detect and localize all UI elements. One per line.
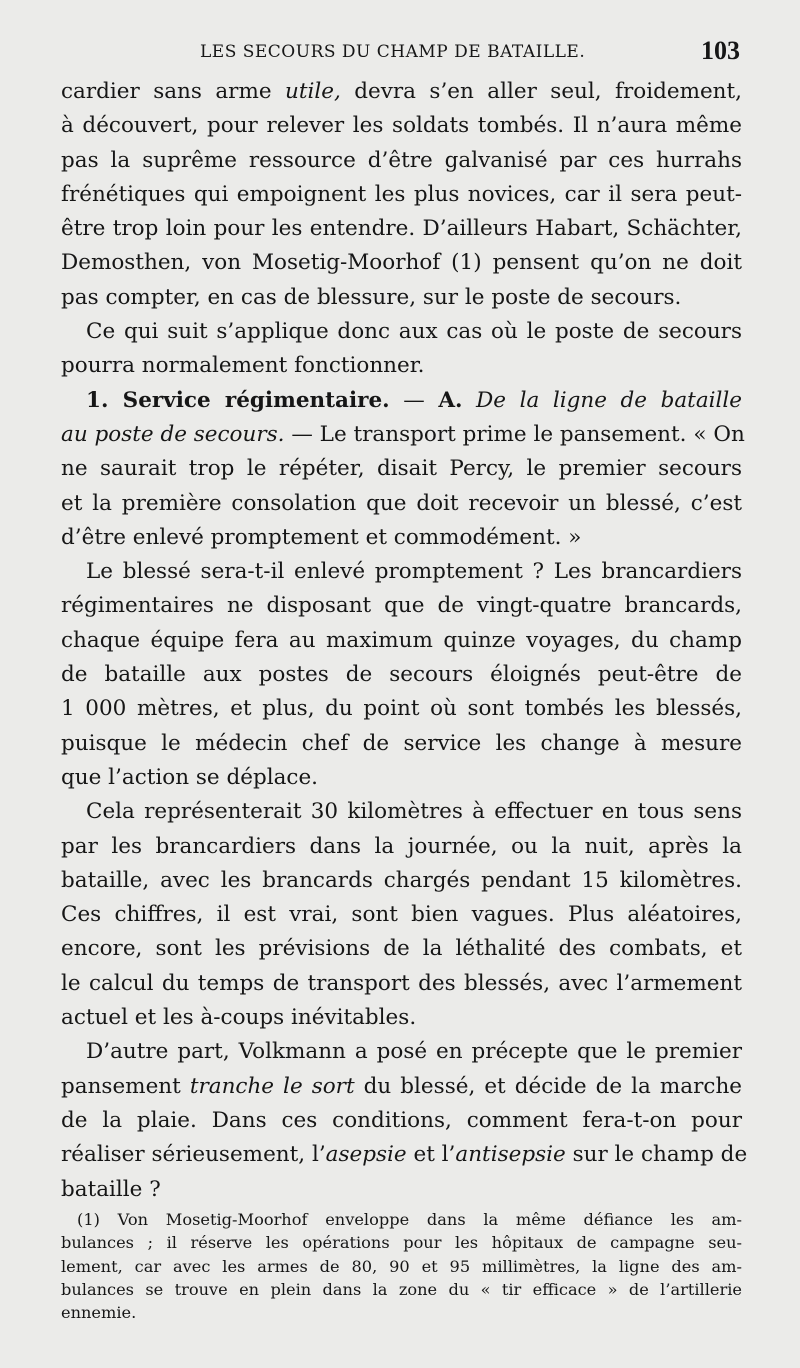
text-line: frénétiques qui empoignent les plus novices, car il sera peut- [61,181,742,207]
text-line: chaque équipe fera au maximum quinze voyages, du champ [61,627,742,653]
text-line: Demosthen, von Mosetig-Moorhof (1) pensent qu’on ne doit [61,250,742,276]
text-line: bataille, avec les brancards chargés pendant 15 kilomètres. [61,867,742,893]
footnote [61,1208,742,1324]
footnote-line: bulances se trouve en plein dans la zone du « tir efficace » de l’artillerie [61,1279,742,1299]
text-line: D’autre part, Volkmann a posé en précepte que le premier [86,1039,742,1065]
text-line: réaliser sérieusement, l’asepsie et l’antisepsie sur le champ de [61,1142,748,1168]
text-line: bataille ? [61,1176,161,1202]
text-line: pourra normalement fonctionner. [61,353,425,379]
page-header [200,36,740,72]
text-line: par les brancardiers dans la journée, ou la nuit, après la [61,833,742,859]
text-line: régimentaires ne disposant que de vingt-quatre brancards, [61,593,742,619]
page-number: 103 [701,36,740,65]
text-line: Ce qui suit s’applique donc aux cas où le poste de secours [86,319,742,345]
footnote-line: (1) Von Mosetig-Moorhof enveloppe dans la même défiance les am- [77,1210,742,1229]
body-text [61,75,748,1207]
text-line: 1 000 mètres, et plus, du point où sont tombés les blessés, [61,696,742,722]
text-line: d’être enlevé promptement et commodément. » [61,524,582,550]
text-line: pas la suprême ressource d’être galvanisé par ces hurrahs [61,147,742,173]
footnote-line: ennemie. [61,1303,137,1323]
text-line: puisque le médecin chef de service les change à mesure [61,730,742,756]
text-line: et la première consolation que doit recevoir un blessé, c’est [61,490,742,516]
text-line: de la plaie. Dans ces conditions, comment fera-t-on pour [61,1107,742,1133]
running-title: LES SECOURS DU CHAMP DE BATAILLE. [200,42,586,62]
text-line: le calcul du temps de transport des blessés, avec l’armement [61,970,742,996]
text-line: Le blessé sera-t-il enlevé promptement ? Les brancardiers [86,559,742,585]
text-line: pas compter, en cas de blessure, sur le poste de secours. [61,284,682,310]
text-line: cardier sans arme utile, devra s’en aller seul, froidement, [61,79,743,104]
text-line: actuel et les à-coups inévitables. [61,1005,417,1031]
text-line: encore, sont les prévisions de la léthalité des combats, et [61,936,742,962]
text-line: à découvert, pour relever les soldats tombés. Il n’aura même [61,113,742,139]
footnote-line: bulances ; il réserve les opérations pour les hôpitaux de campagne seu- [61,1233,742,1253]
text-line: Ces chiffres, il est vrai, sont bien vagues. Plus aléatoires, [61,902,742,928]
text-line: que l’action se déplace. [61,764,319,790]
text-line: ne saurait trop le répéter, disait Percy, le premier secours [61,456,742,482]
text-line: pansement tranche le sort du blessé, et décide de la marche [61,1073,743,1099]
text-line: de bataille aux postes de secours éloignés peut-être de [61,662,742,688]
footnote-line: lement, car avec les armes de 80, 90 et 95 millimètres, la ligne des am- [61,1256,742,1276]
text-line: au poste de secours. — Le transport prime le pansement. « On [61,421,745,447]
text-line: Cela représenterait 30 kilomètres à effectuer en tous sens [86,799,742,825]
text-line: être trop loin pour les entendre. D’ailleurs Habart, Schächter, [61,216,742,242]
section-heading-line: 1. Service régimentaire. — A. De la ligne de bataille [86,387,742,413]
